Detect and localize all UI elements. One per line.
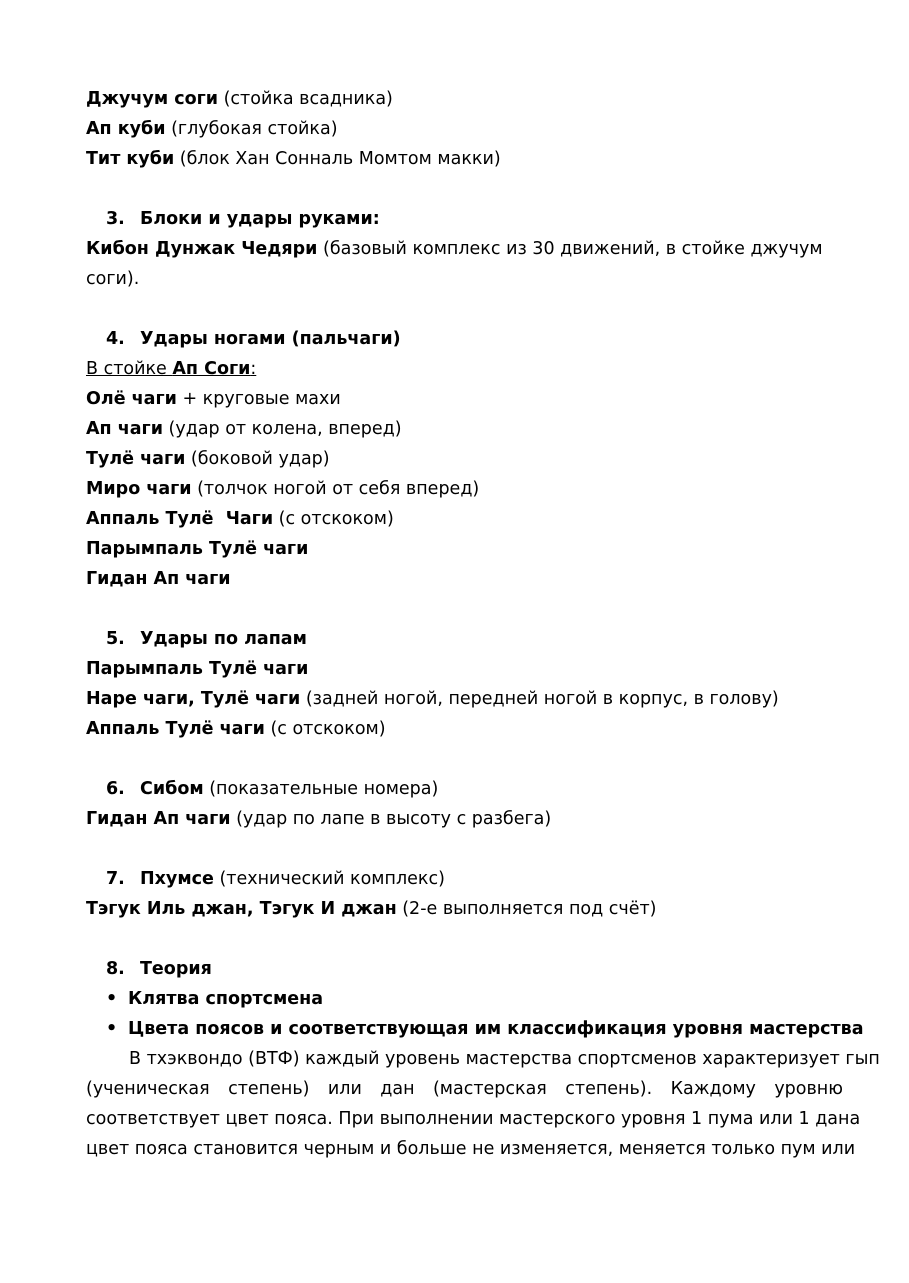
paragraph-line: В тхэквондо (ВТФ) каждый уровень мастерства спортсменов характеризует гып xyxy=(129,1049,880,1069)
bullet-icon: • xyxy=(106,989,118,1009)
text-line xyxy=(86,414,843,444)
term-description: (задней ногой, передней ногой в корпус, в голову) xyxy=(300,689,779,709)
section-title: Удары ногами (пальчаги) xyxy=(140,329,401,349)
term: Гидан Ап чаги xyxy=(86,809,231,829)
section-title-description: (технический комплекс) xyxy=(213,869,445,889)
term: Тэгук Иль джан, Тэгук И джан xyxy=(86,899,397,919)
term: Гидан Ап чаги xyxy=(86,569,231,589)
spacer xyxy=(86,834,843,864)
text-line xyxy=(86,654,843,684)
section-title: Блоки и удары руками: xyxy=(140,209,380,229)
section-8-heading xyxy=(86,954,843,984)
term: Парымпаль Тулё чаги xyxy=(86,539,309,559)
text-paragraph xyxy=(86,234,843,294)
bullet-text: Цвета поясов и соответствующая им классификация уровня мастерства xyxy=(128,1019,864,1039)
section-title-description: (показательные номера) xyxy=(203,779,439,799)
term-description: + круговые махи xyxy=(176,389,341,409)
paragraph-line: соответствует цвет пояса. При выполнении мастерского уровня 1 пума или 1 дана xyxy=(86,1109,861,1129)
spacer xyxy=(86,174,843,204)
text-line xyxy=(86,534,843,564)
section-title: Удары по лапам xyxy=(140,629,307,649)
stance-term: Ап Соги xyxy=(172,359,251,379)
section-5-heading xyxy=(86,624,843,654)
theory-paragraph xyxy=(86,1044,880,1164)
section-number: 4. xyxy=(106,329,125,349)
stance-prefix: В стойке xyxy=(86,359,173,379)
text-line xyxy=(86,804,843,834)
term: Тит куби xyxy=(86,149,175,169)
term-description: (блок Хан Сонналь Момтом макки) xyxy=(174,149,501,169)
term-description: (боковой удар) xyxy=(185,449,330,469)
spacer xyxy=(86,924,843,954)
text-line xyxy=(86,684,843,714)
term-description: (стойка всадника) xyxy=(218,89,393,109)
spacer xyxy=(86,594,843,624)
text-line xyxy=(86,564,843,594)
text-line xyxy=(86,114,843,144)
text-line xyxy=(86,84,843,114)
text-line xyxy=(86,474,843,504)
paragraph-line: (ученическая степень) или дан (мастерская степень). Каждому уровню xyxy=(86,1079,843,1099)
term: Ап куби xyxy=(86,119,166,139)
section-4-heading xyxy=(86,324,843,354)
section-number: 8. xyxy=(106,959,125,979)
section-title: Сибом xyxy=(140,779,204,799)
section-6-heading xyxy=(86,774,843,804)
bullet-item xyxy=(86,1014,864,1044)
term: Кибон Дунжак Чедяри xyxy=(86,239,318,259)
term: Олё чаги xyxy=(86,389,177,409)
term: Джучум соги xyxy=(86,89,219,109)
section-title: Теория xyxy=(140,959,212,979)
text-line xyxy=(86,714,843,744)
term: Ап чаги xyxy=(86,419,163,439)
text-line xyxy=(86,894,843,924)
section-number: 7. xyxy=(106,869,125,889)
paragraph-line: цвет пояса становится черным и больше не изменяется, меняется только пум или xyxy=(86,1139,856,1159)
text-line xyxy=(86,504,843,534)
term-description: (удар от колена, вперед) xyxy=(162,419,402,439)
term-description: (2-е выполняется под счёт) xyxy=(396,899,657,919)
spacer xyxy=(86,744,843,774)
text-line xyxy=(86,384,843,414)
spacer xyxy=(86,294,843,324)
text-line xyxy=(86,144,843,174)
term: Миро чаги xyxy=(86,479,192,499)
section-title: Пхумсе xyxy=(140,869,214,889)
term-description: (с отскоком) xyxy=(273,509,394,529)
bullet-item xyxy=(86,984,843,1014)
term-description: (удар по лапе в высоту с разбега) xyxy=(230,809,552,829)
section-3-heading xyxy=(86,204,843,234)
term-description: (с отскоком) xyxy=(264,719,386,739)
bullet-text: Клятва спортсмена xyxy=(128,989,324,1009)
term: Аппаль Тулё Чаги xyxy=(86,509,274,529)
stance-subheading xyxy=(86,354,843,384)
term: Парымпаль Тулё чаги xyxy=(86,659,309,679)
document-body xyxy=(86,84,880,1164)
term: Аппаль Тулё чаги xyxy=(86,719,265,739)
term-description: (базовый комплекс из 30 движений, в стойке джучум соги). xyxy=(86,239,823,289)
section-number: 6. xyxy=(106,779,125,799)
text-line xyxy=(86,444,843,474)
term-description: (глубокая стойка) xyxy=(165,119,338,139)
bullet-icon: • xyxy=(106,1019,118,1039)
stance-suffix: : xyxy=(250,359,257,379)
term-description: (толчок ногой от себя вперед) xyxy=(191,479,480,499)
section-number: 3. xyxy=(106,209,125,229)
section-number: 5. xyxy=(106,629,125,649)
term: Тулё чаги xyxy=(86,449,186,469)
term: Наре чаги, Тулё чаги xyxy=(86,689,301,709)
section-7-heading xyxy=(86,864,843,894)
